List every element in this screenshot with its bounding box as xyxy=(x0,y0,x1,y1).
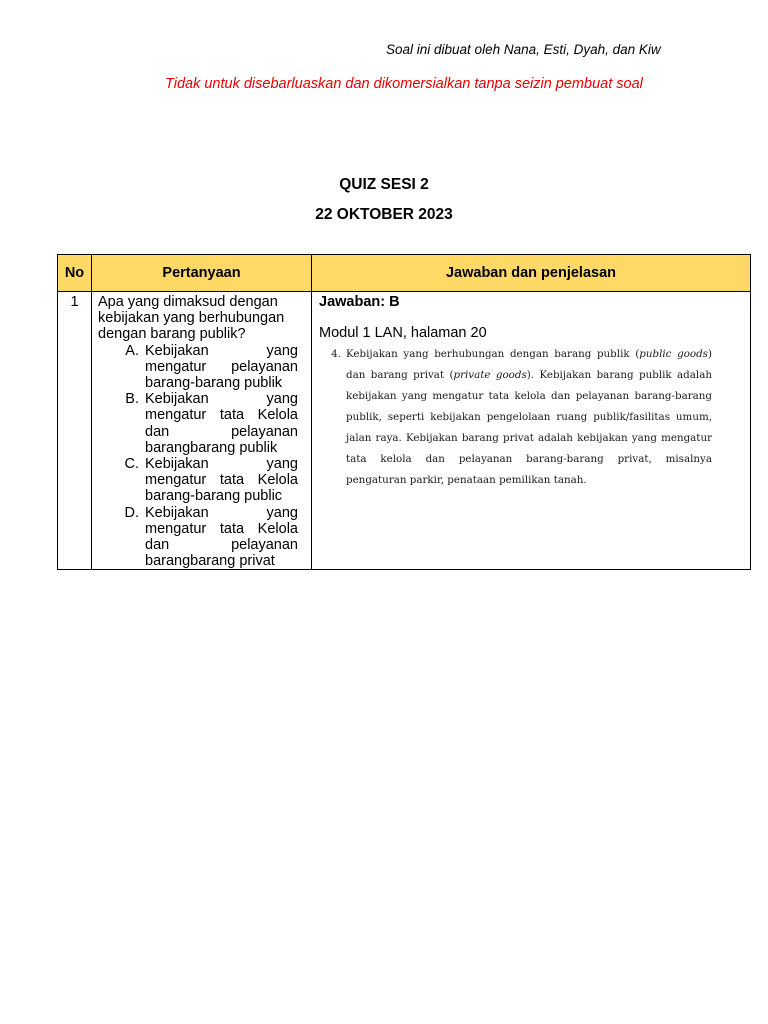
header-answer: Jawaban dan penjelasan xyxy=(312,255,751,292)
quiz-title: QUIZ SESI 2 xyxy=(339,176,429,193)
option-c xyxy=(98,456,298,505)
reference-excerpt xyxy=(319,344,742,491)
excerpt-text xyxy=(346,344,742,491)
option-letter: C. xyxy=(124,456,139,473)
answer-cell xyxy=(312,292,751,570)
options-list xyxy=(98,343,298,570)
option-letter: D. xyxy=(124,504,139,521)
option-b xyxy=(98,391,298,456)
excerpt-italic-term: public goods xyxy=(639,348,708,361)
copyright-notice: Tidak untuk disebarluaskan dan dikomersialkan tanpa seizin pembuat soal xyxy=(165,76,643,92)
quiz-date: 22 OKTOBER 2023 xyxy=(315,206,453,223)
excerpt-number: 4. xyxy=(331,348,341,361)
option-text: Kebijakan yang mengatur tata Kelola dan pelayanan barangbarang publik xyxy=(145,391,298,456)
excerpt-part: Kebijakan yang berhubungan dengan barang publik ( xyxy=(346,348,640,361)
author-note: Soal ini dibuat oleh Nana, Esti, Dyah, dan Kiw xyxy=(386,42,661,57)
question-text: Apa yang dimaksud dengan kebijakan yang berhubungan dengan barang publik? xyxy=(98,294,285,343)
option-letter: A. xyxy=(125,342,139,359)
excerpt-italic-term: private goods xyxy=(453,369,527,382)
option-letter: B. xyxy=(125,391,139,408)
answer-key: Jawaban: B xyxy=(319,294,400,310)
header-question: Pertanyaan xyxy=(92,255,312,292)
option-text: Kebijakan yang mengatur tata Kelola dan pelayanan barangbarang privat xyxy=(145,504,298,570)
option-text: Kebijakan yang mengatur pelayanan barang-barang publik xyxy=(145,342,298,392)
header-no: No xyxy=(58,255,92,292)
reference-source: Modul 1 LAN, halaman 20 xyxy=(319,325,487,342)
option-text: Kebijakan yang mengatur tata Kelola barang-barang public xyxy=(145,456,298,505)
excerpt-part: ). Kebijakan barang publik adalah kebijakan yang mengatur tata kelola dan pelayanan barang-barang publik, seperti kebijakan pengelolaan ruang publik/fasilitas umum, jalan raya. Kebijakan barang privat adalah kebijakan yang mengatur tata kelola dan pelayanan barang-barang privat, misalnya pengaturan parkir, penataan pemilikan tanah. xyxy=(346,369,712,487)
table-row xyxy=(58,292,751,570)
row-number: 1 xyxy=(58,292,92,570)
quiz-table xyxy=(57,254,751,570)
option-d xyxy=(98,505,298,570)
option-a xyxy=(98,343,298,392)
excerpt-part: ) dan barang privat ( xyxy=(346,348,712,382)
table-header-row xyxy=(58,255,751,292)
question-cell xyxy=(92,292,312,570)
